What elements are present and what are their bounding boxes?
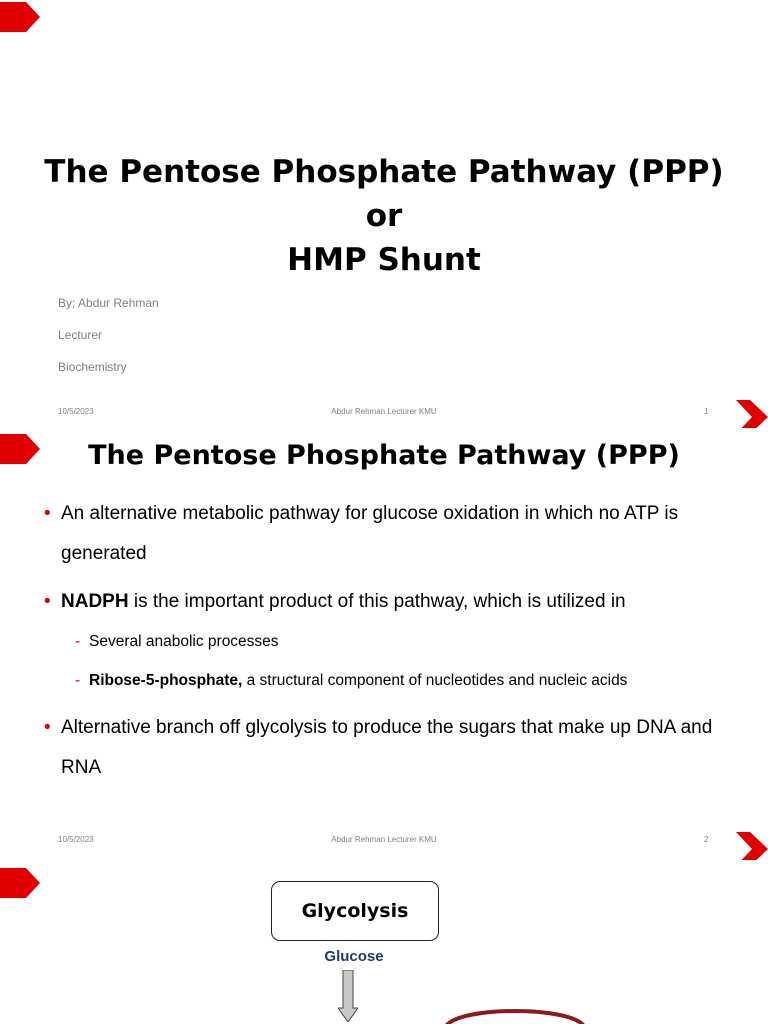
bullet-text: An alternative metabolic pathway for glucose oxidation in which no ATP is generated xyxy=(61,503,679,564)
bullet-dot-icon: • xyxy=(44,503,51,524)
footer-date: 10/5/2023 xyxy=(58,835,94,844)
title-line: or xyxy=(365,198,403,234)
bullet-item xyxy=(44,708,724,788)
bold-term: NADPH xyxy=(61,591,129,612)
red-chevron-arrow-icon xyxy=(0,0,40,34)
bullet-dot-icon: • xyxy=(44,591,51,612)
bullet-text xyxy=(44,582,724,622)
footer-date: 10/5/2023 xyxy=(58,407,94,416)
red-chevron-arrow-icon xyxy=(736,832,768,860)
bullet-item xyxy=(44,494,724,574)
title-line: The Pentose Phosphate Pathway (PPP) xyxy=(44,154,724,190)
bullet-item xyxy=(44,582,724,622)
author-department: Biochemistry xyxy=(58,360,127,374)
glucose-label: Glucose xyxy=(324,948,384,965)
gray-down-arrow-icon xyxy=(338,970,358,1022)
slide-2-title: The Pentose Phosphate Pathway (PPP) xyxy=(88,440,680,471)
red-chevron-arrow-icon xyxy=(736,400,768,428)
dash-icon: - xyxy=(75,633,81,650)
glycolysis-box: Glycolysis xyxy=(271,881,439,941)
slide-3 xyxy=(0,860,768,1024)
slide-1 xyxy=(0,0,768,428)
sub-bullet-text: Several anabolic processes xyxy=(89,633,279,650)
footer-page-number: 1 xyxy=(704,407,709,416)
title-line: HMP Shunt xyxy=(287,242,481,278)
author-role: Lecturer xyxy=(58,328,103,342)
sub-bullet-item xyxy=(75,632,735,652)
slide-2 xyxy=(0,428,768,860)
bold-term: Ribose-5-phosphate, xyxy=(89,672,243,689)
red-chevron-arrow-icon xyxy=(0,866,40,900)
footer-center: Abdur Rehman Lecturer KMU xyxy=(331,835,437,844)
red-oval-shape xyxy=(440,1002,590,1024)
footer-page-number: 2 xyxy=(704,835,709,844)
footer-center: Abdur Rehman Lecturer KMU xyxy=(331,407,437,416)
author-name: By; Abdur Rehman xyxy=(58,296,159,310)
dash-icon: - xyxy=(75,672,81,689)
bullet-dot-icon: • xyxy=(44,717,51,738)
sub-bullet-text xyxy=(75,671,735,691)
sub-bullet-item xyxy=(75,671,735,691)
bullet-rest: is the important product of this pathway, which is utilized in xyxy=(128,591,626,612)
slide-1-title xyxy=(0,150,768,282)
sub-bullet-rest: a structural component of nucleotides and nucleic acids xyxy=(242,672,628,689)
bullet-text: Alternative branch off glycolysis to produce the sugars that make up DNA and RNA xyxy=(61,717,713,778)
